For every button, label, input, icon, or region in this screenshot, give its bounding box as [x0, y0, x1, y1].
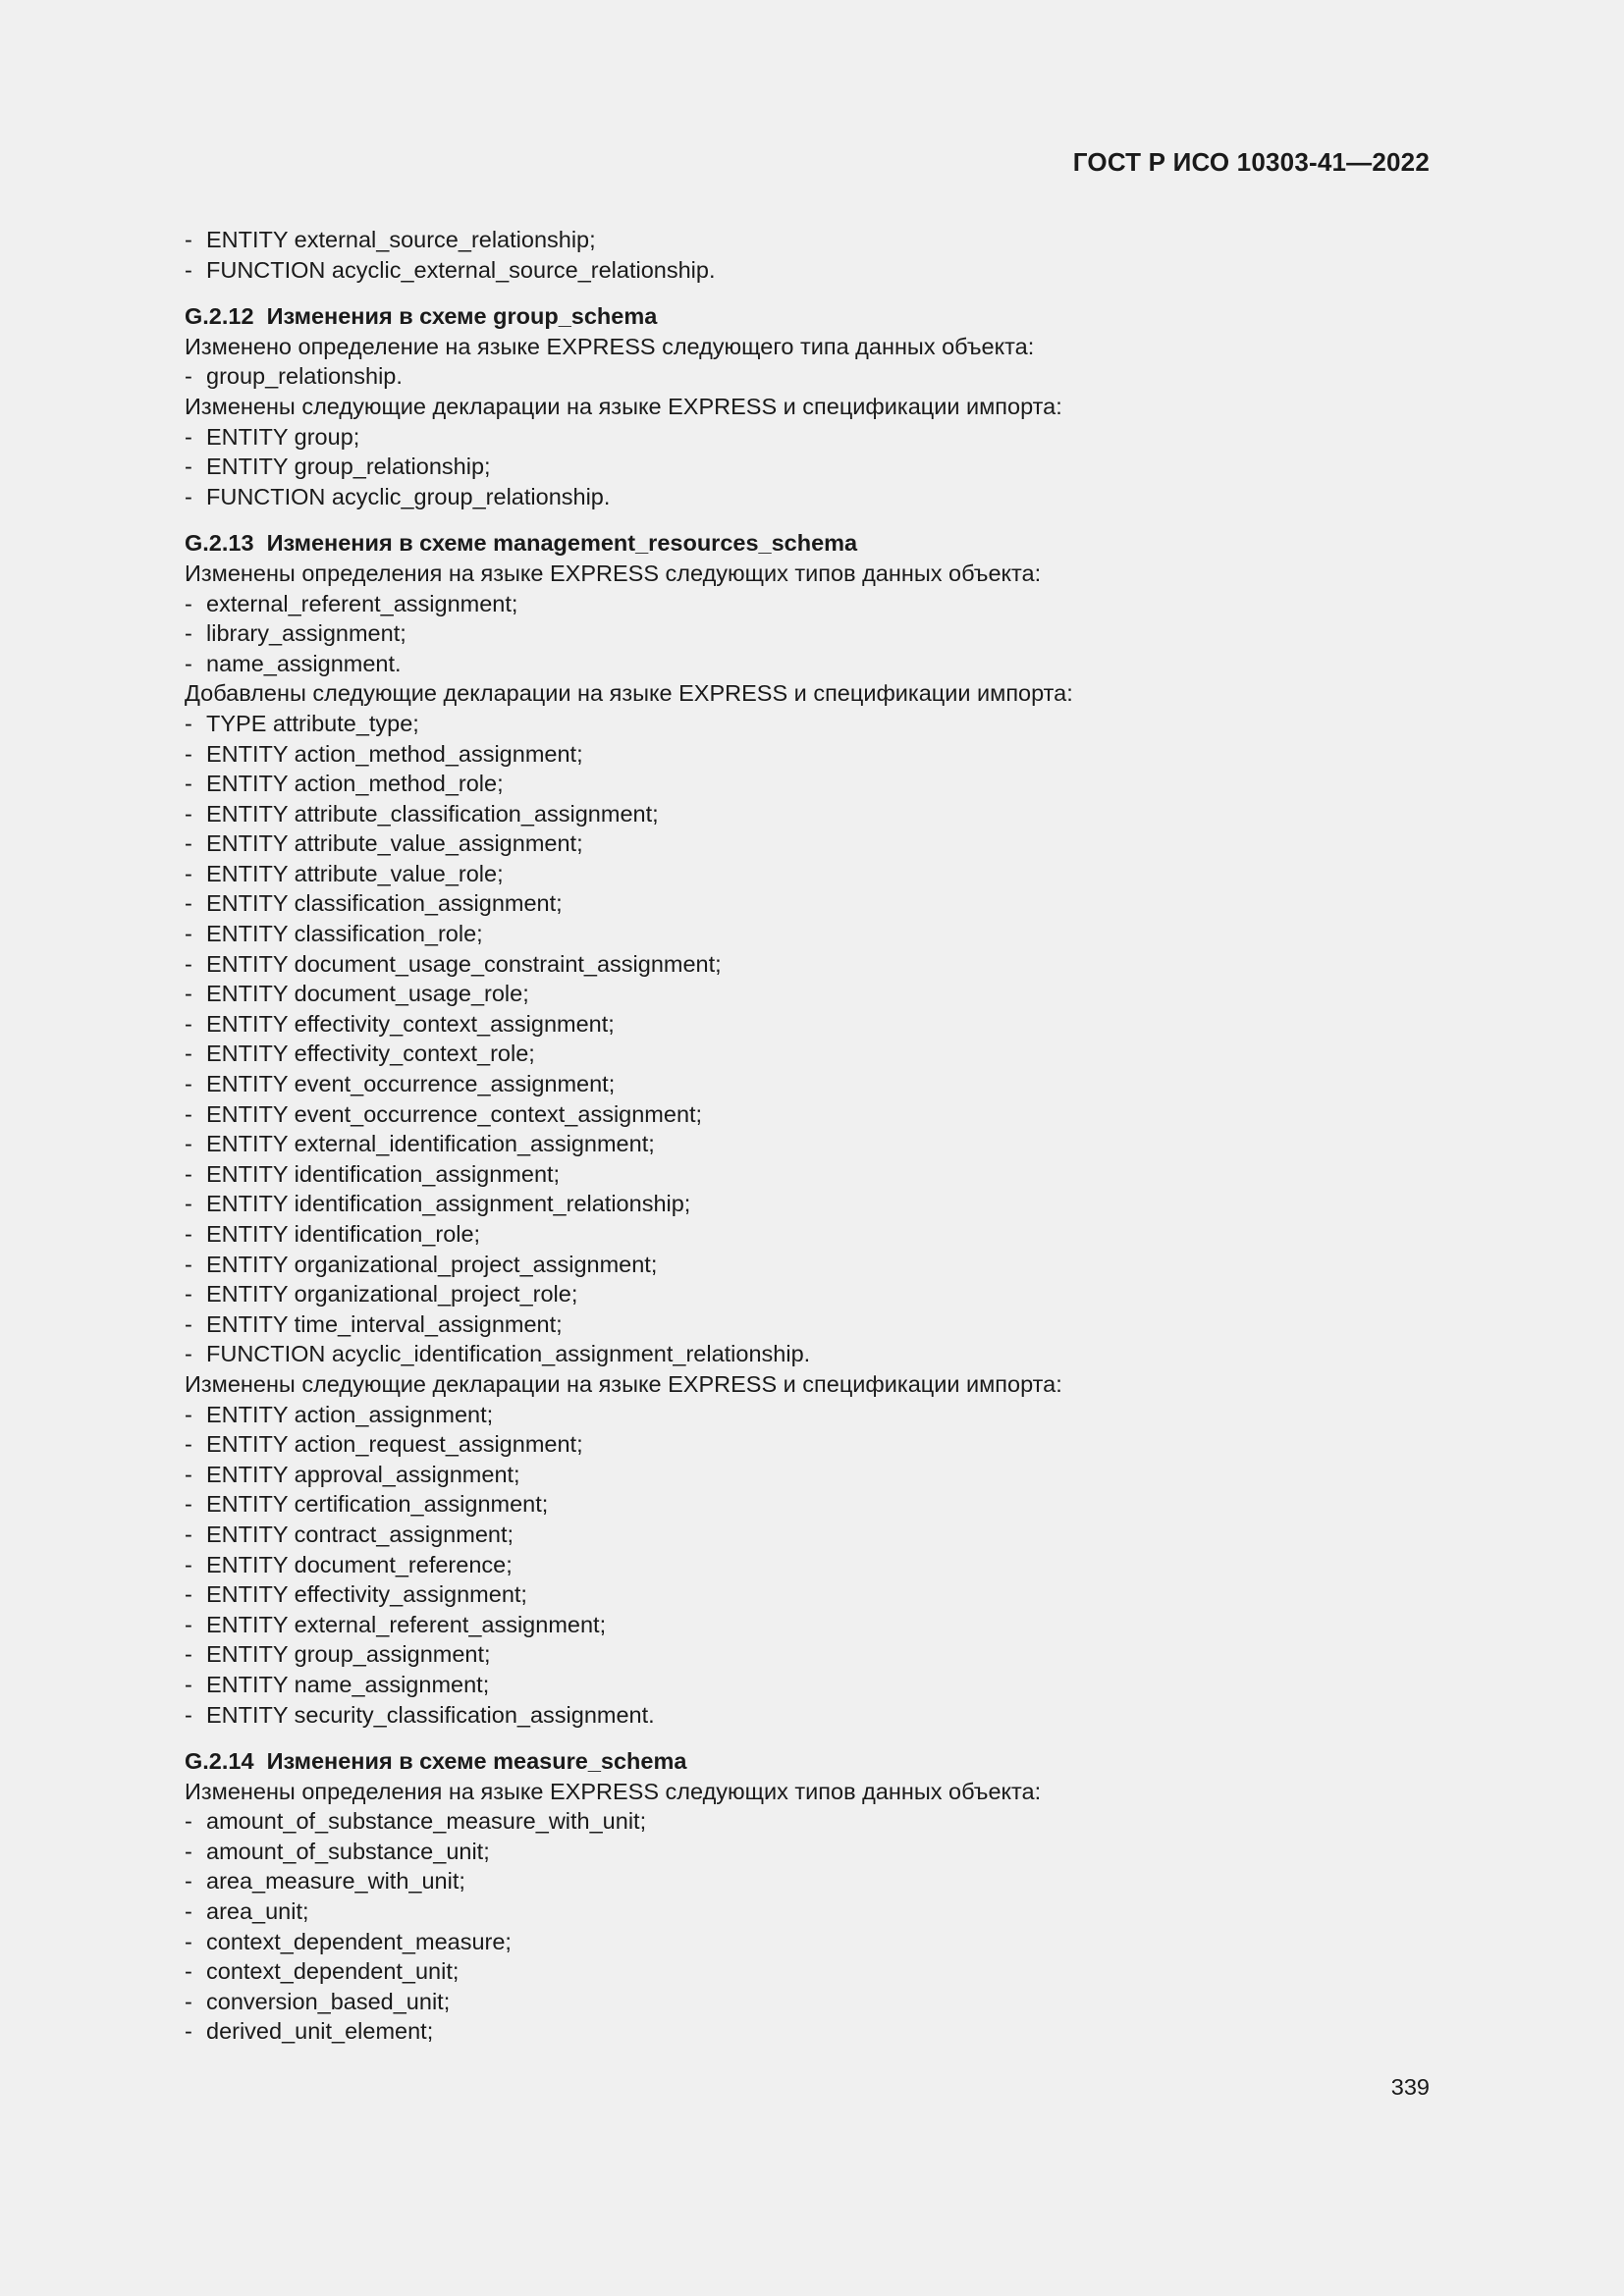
- list-bullet: -: [185, 650, 192, 676]
- list-item-text: ENTITY group_relationship;: [206, 454, 491, 480]
- list-item-text: ENTITY organizational_project_role;: [206, 1281, 578, 1308]
- list-item-text: external_referent_assignment;: [206, 590, 518, 616]
- list-item: [185, 1009, 1432, 1040]
- list-item: [185, 1159, 1432, 1190]
- list-item: [185, 1579, 1432, 1610]
- list-bullet: -: [185, 1221, 192, 1247]
- list-bullet: -: [185, 740, 192, 767]
- list-item-text: ENTITY identification_assignment;: [206, 1160, 561, 1187]
- list-bullet: -: [185, 423, 192, 450]
- list-bullet: -: [185, 950, 192, 977]
- list-item: [185, 618, 1432, 649]
- document-designation: ГОСТ Р ИСО 10303-41—2022: [1072, 147, 1430, 177]
- list-item-text: ENTITY effectivity_context_role;: [206, 1041, 535, 1067]
- list-item-text: area_measure_with_unit;: [206, 1868, 465, 1895]
- list-item-text: ENTITY event_occurrence_assignment;: [206, 1071, 616, 1097]
- paragraph: Изменены определения на языке EXPRESS следующих типов данных объекта:: [185, 560, 1042, 586]
- list-bullet: -: [185, 1898, 192, 1925]
- list-item: [185, 1700, 1432, 1731]
- list-item: [185, 1279, 1432, 1309]
- list-bullet: -: [185, 1160, 192, 1187]
- list-item-text: ENTITY certification_assignment;: [206, 1491, 549, 1518]
- list-item: [185, 1129, 1432, 1159]
- list-item: [185, 1927, 1432, 1957]
- list-item-text: group_relationship.: [206, 363, 403, 390]
- list-bullet: -: [185, 590, 192, 616]
- list-bullet: -: [185, 710, 192, 736]
- list-item-text: ENTITY name_assignment;: [206, 1671, 490, 1697]
- list-item-text: derived_unit_element;: [206, 2018, 434, 2045]
- paragraph: Изменены следующие декларации на языке EXPRESS и спецификации импорта:: [185, 1370, 1062, 1397]
- list-bullet: -: [185, 1341, 192, 1367]
- list-bullet: -: [185, 1131, 192, 1157]
- list-bullet: -: [185, 1868, 192, 1895]
- list-item-text: amount_of_substance_measure_with_unit;: [206, 1808, 647, 1835]
- list-bullet: -: [185, 1611, 192, 1637]
- list-item-text: ENTITY document_reference;: [206, 1551, 513, 1577]
- list-item: [185, 1339, 1432, 1369]
- list-item: [185, 1806, 1432, 1837]
- list-bullet: -: [185, 1491, 192, 1518]
- list-item: [185, 482, 1432, 512]
- list-item: [185, 828, 1432, 859]
- list-bullet: -: [185, 620, 192, 647]
- list-bullet: -: [185, 363, 192, 390]
- list-item: [185, 739, 1432, 770]
- list-item: [185, 1639, 1432, 1670]
- list-bullet: -: [185, 1010, 192, 1037]
- list-item-text: ENTITY contract_assignment;: [206, 1521, 514, 1547]
- list-item-text: FUNCTION acyclic_external_source_relationship.: [206, 256, 716, 283]
- list-bullet: -: [185, 1958, 192, 1985]
- list-bullet: -: [185, 1808, 192, 1835]
- list-item-text: amount_of_substance_unit;: [206, 1838, 490, 1864]
- list-item: [185, 1460, 1432, 1490]
- list-bullet: -: [185, 1551, 192, 1577]
- list-item: [185, 949, 1432, 980]
- list-bullet: -: [185, 860, 192, 886]
- paragraph: Добавлены следующие декларации на языке EXPRESS и спецификации импорта:: [185, 680, 1073, 707]
- list-bullet: -: [185, 2018, 192, 2045]
- list-item: [185, 1069, 1432, 1099]
- document-body: [185, 225, 1432, 2047]
- list-bullet: -: [185, 1928, 192, 1954]
- list-item: [185, 589, 1432, 619]
- list-bullet: -: [185, 1521, 192, 1547]
- list-item-text: ENTITY action_assignment;: [206, 1401, 494, 1427]
- list-item-text: ENTITY attribute_value_role;: [206, 860, 504, 886]
- list-bullet: -: [185, 1071, 192, 1097]
- page-number: 339: [1390, 2074, 1430, 2100]
- list-bullet: -: [185, 1988, 192, 2014]
- list-bullet: -: [185, 771, 192, 797]
- list-item-text: ENTITY action_method_role;: [206, 771, 504, 797]
- list-item: [185, 919, 1432, 949]
- list-item-text: conversion_based_unit;: [206, 1988, 451, 2014]
- list-item: [185, 1219, 1432, 1250]
- list-bullet: -: [185, 1310, 192, 1337]
- list-bullet: -: [185, 1671, 192, 1697]
- list-bullet: -: [185, 1191, 192, 1217]
- list-bullet: -: [185, 1641, 192, 1668]
- list-item: [185, 255, 1432, 286]
- list-bullet: -: [185, 981, 192, 1007]
- list-bullet: -: [185, 1461, 192, 1487]
- list-item-text: ENTITY effectivity_context_assignment;: [206, 1010, 615, 1037]
- list-bullet: -: [185, 890, 192, 917]
- list-bullet: -: [185, 227, 192, 252]
- list-item: [185, 1520, 1432, 1550]
- list-item: [185, 769, 1432, 799]
- list-item-text: TYPE attribute_type;: [206, 710, 419, 736]
- list-item-text: ENTITY external_source_relationship;: [206, 227, 596, 252]
- list-bullet: -: [185, 256, 192, 283]
- list-item: [185, 1099, 1432, 1130]
- list-bullet: -: [185, 800, 192, 827]
- list-item-text: ENTITY event_occurrence_context_assignment;: [206, 1100, 703, 1127]
- list-item-text: context_dependent_unit;: [206, 1958, 460, 1985]
- list-item-text: ENTITY security_classification_assignment.: [206, 1701, 655, 1728]
- list-item: [185, 1866, 1432, 1896]
- list-item-text: name_assignment.: [206, 650, 402, 676]
- list-item: [185, 1956, 1432, 1987]
- list-bullet: -: [185, 1100, 192, 1127]
- list-item: [185, 1039, 1432, 1069]
- list-item-text: ENTITY group;: [206, 423, 360, 450]
- list-item: [185, 709, 1432, 739]
- list-item-text: ENTITY attribute_value_assignment;: [206, 830, 583, 857]
- list-bullet: -: [185, 1701, 192, 1728]
- list-item-text: ENTITY attribute_classification_assignment;: [206, 800, 659, 827]
- list-item: [185, 1987, 1432, 2017]
- list-item: [185, 2016, 1432, 2047]
- list-bullet: -: [185, 830, 192, 857]
- paragraph: Изменено определение на языке EXPRESS следующего типа данных объекта:: [185, 333, 1035, 359]
- list-item: [185, 1429, 1432, 1460]
- list-item: [185, 1489, 1432, 1520]
- list-item: [185, 1670, 1432, 1700]
- list-item-text: ENTITY document_usage_constraint_assignment;: [206, 950, 722, 977]
- list-item: [185, 888, 1432, 919]
- section-heading: G.2.12 Изменения в схеме group_schema: [185, 303, 658, 330]
- list-item: [185, 1189, 1432, 1219]
- list-item: [185, 361, 1432, 392]
- list-item-text: ENTITY classification_role;: [206, 921, 483, 947]
- list-item: [185, 859, 1432, 889]
- list-bullet: -: [185, 921, 192, 947]
- list-item-text: ENTITY identification_assignment_relationship;: [206, 1191, 691, 1217]
- list-bullet: -: [185, 1431, 192, 1458]
- list-item: [185, 1896, 1432, 1927]
- list-item-text: ENTITY effectivity_assignment;: [206, 1581, 527, 1608]
- list-item: [185, 1250, 1432, 1280]
- list-bullet: -: [185, 1401, 192, 1427]
- list-item-text: ENTITY time_interval_assignment;: [206, 1310, 563, 1337]
- list-bullet: -: [185, 1251, 192, 1277]
- list-item-text: ENTITY action_request_assignment;: [206, 1431, 583, 1458]
- list-bullet: -: [185, 1281, 192, 1308]
- list-item-text: ENTITY external_identification_assignment;: [206, 1131, 655, 1157]
- list-bullet: -: [185, 1041, 192, 1067]
- list-bullet: -: [185, 1581, 192, 1608]
- list-item-text: FUNCTION acyclic_group_relationship.: [206, 483, 611, 509]
- list-bullet: -: [185, 454, 192, 480]
- list-item: [185, 1309, 1432, 1340]
- list-item: [185, 452, 1432, 482]
- list-item-text: ENTITY organizational_project_assignment;: [206, 1251, 658, 1277]
- section-heading: G.2.13 Изменения в схеме management_resources_schema: [185, 530, 858, 557]
- list-item: [185, 979, 1432, 1009]
- list-item-text: ENTITY group_assignment;: [206, 1641, 491, 1668]
- list-item: [185, 422, 1432, 453]
- paragraph: Изменены определения на языке EXPRESS следующих типов данных объекта:: [185, 1778, 1042, 1804]
- list-item-text: ENTITY external_referent_assignment;: [206, 1611, 607, 1637]
- list-item-text: ENTITY action_method_assignment;: [206, 740, 583, 767]
- list-bullet: -: [185, 483, 192, 509]
- list-item-text: context_dependent_measure;: [206, 1928, 512, 1954]
- paragraph: Изменены следующие декларации на языке EXPRESS и спецификации импорта:: [185, 393, 1062, 419]
- list-bullet: -: [185, 1838, 192, 1864]
- list-item: [185, 1400, 1432, 1430]
- list-item-text: ENTITY identification_role;: [206, 1221, 481, 1247]
- list-item: [185, 1550, 1432, 1580]
- list-item: [185, 1610, 1432, 1640]
- list-item: [185, 225, 1432, 255]
- list-item-text: ENTITY document_usage_role;: [206, 981, 529, 1007]
- section-heading: G.2.14 Изменения в схеме measure_schema: [185, 1748, 687, 1775]
- list-item: [185, 1837, 1432, 1867]
- list-item-text: library_assignment;: [206, 620, 406, 647]
- list-item-text: area_unit;: [206, 1898, 309, 1925]
- list-item-text: ENTITY classification_assignment;: [206, 890, 563, 917]
- list-item-text: ENTITY approval_assignment;: [206, 1461, 520, 1487]
- list-item: [185, 649, 1432, 679]
- list-item-text: FUNCTION acyclic_identification_assignment_relationship.: [206, 1341, 811, 1367]
- list-item: [185, 799, 1432, 829]
